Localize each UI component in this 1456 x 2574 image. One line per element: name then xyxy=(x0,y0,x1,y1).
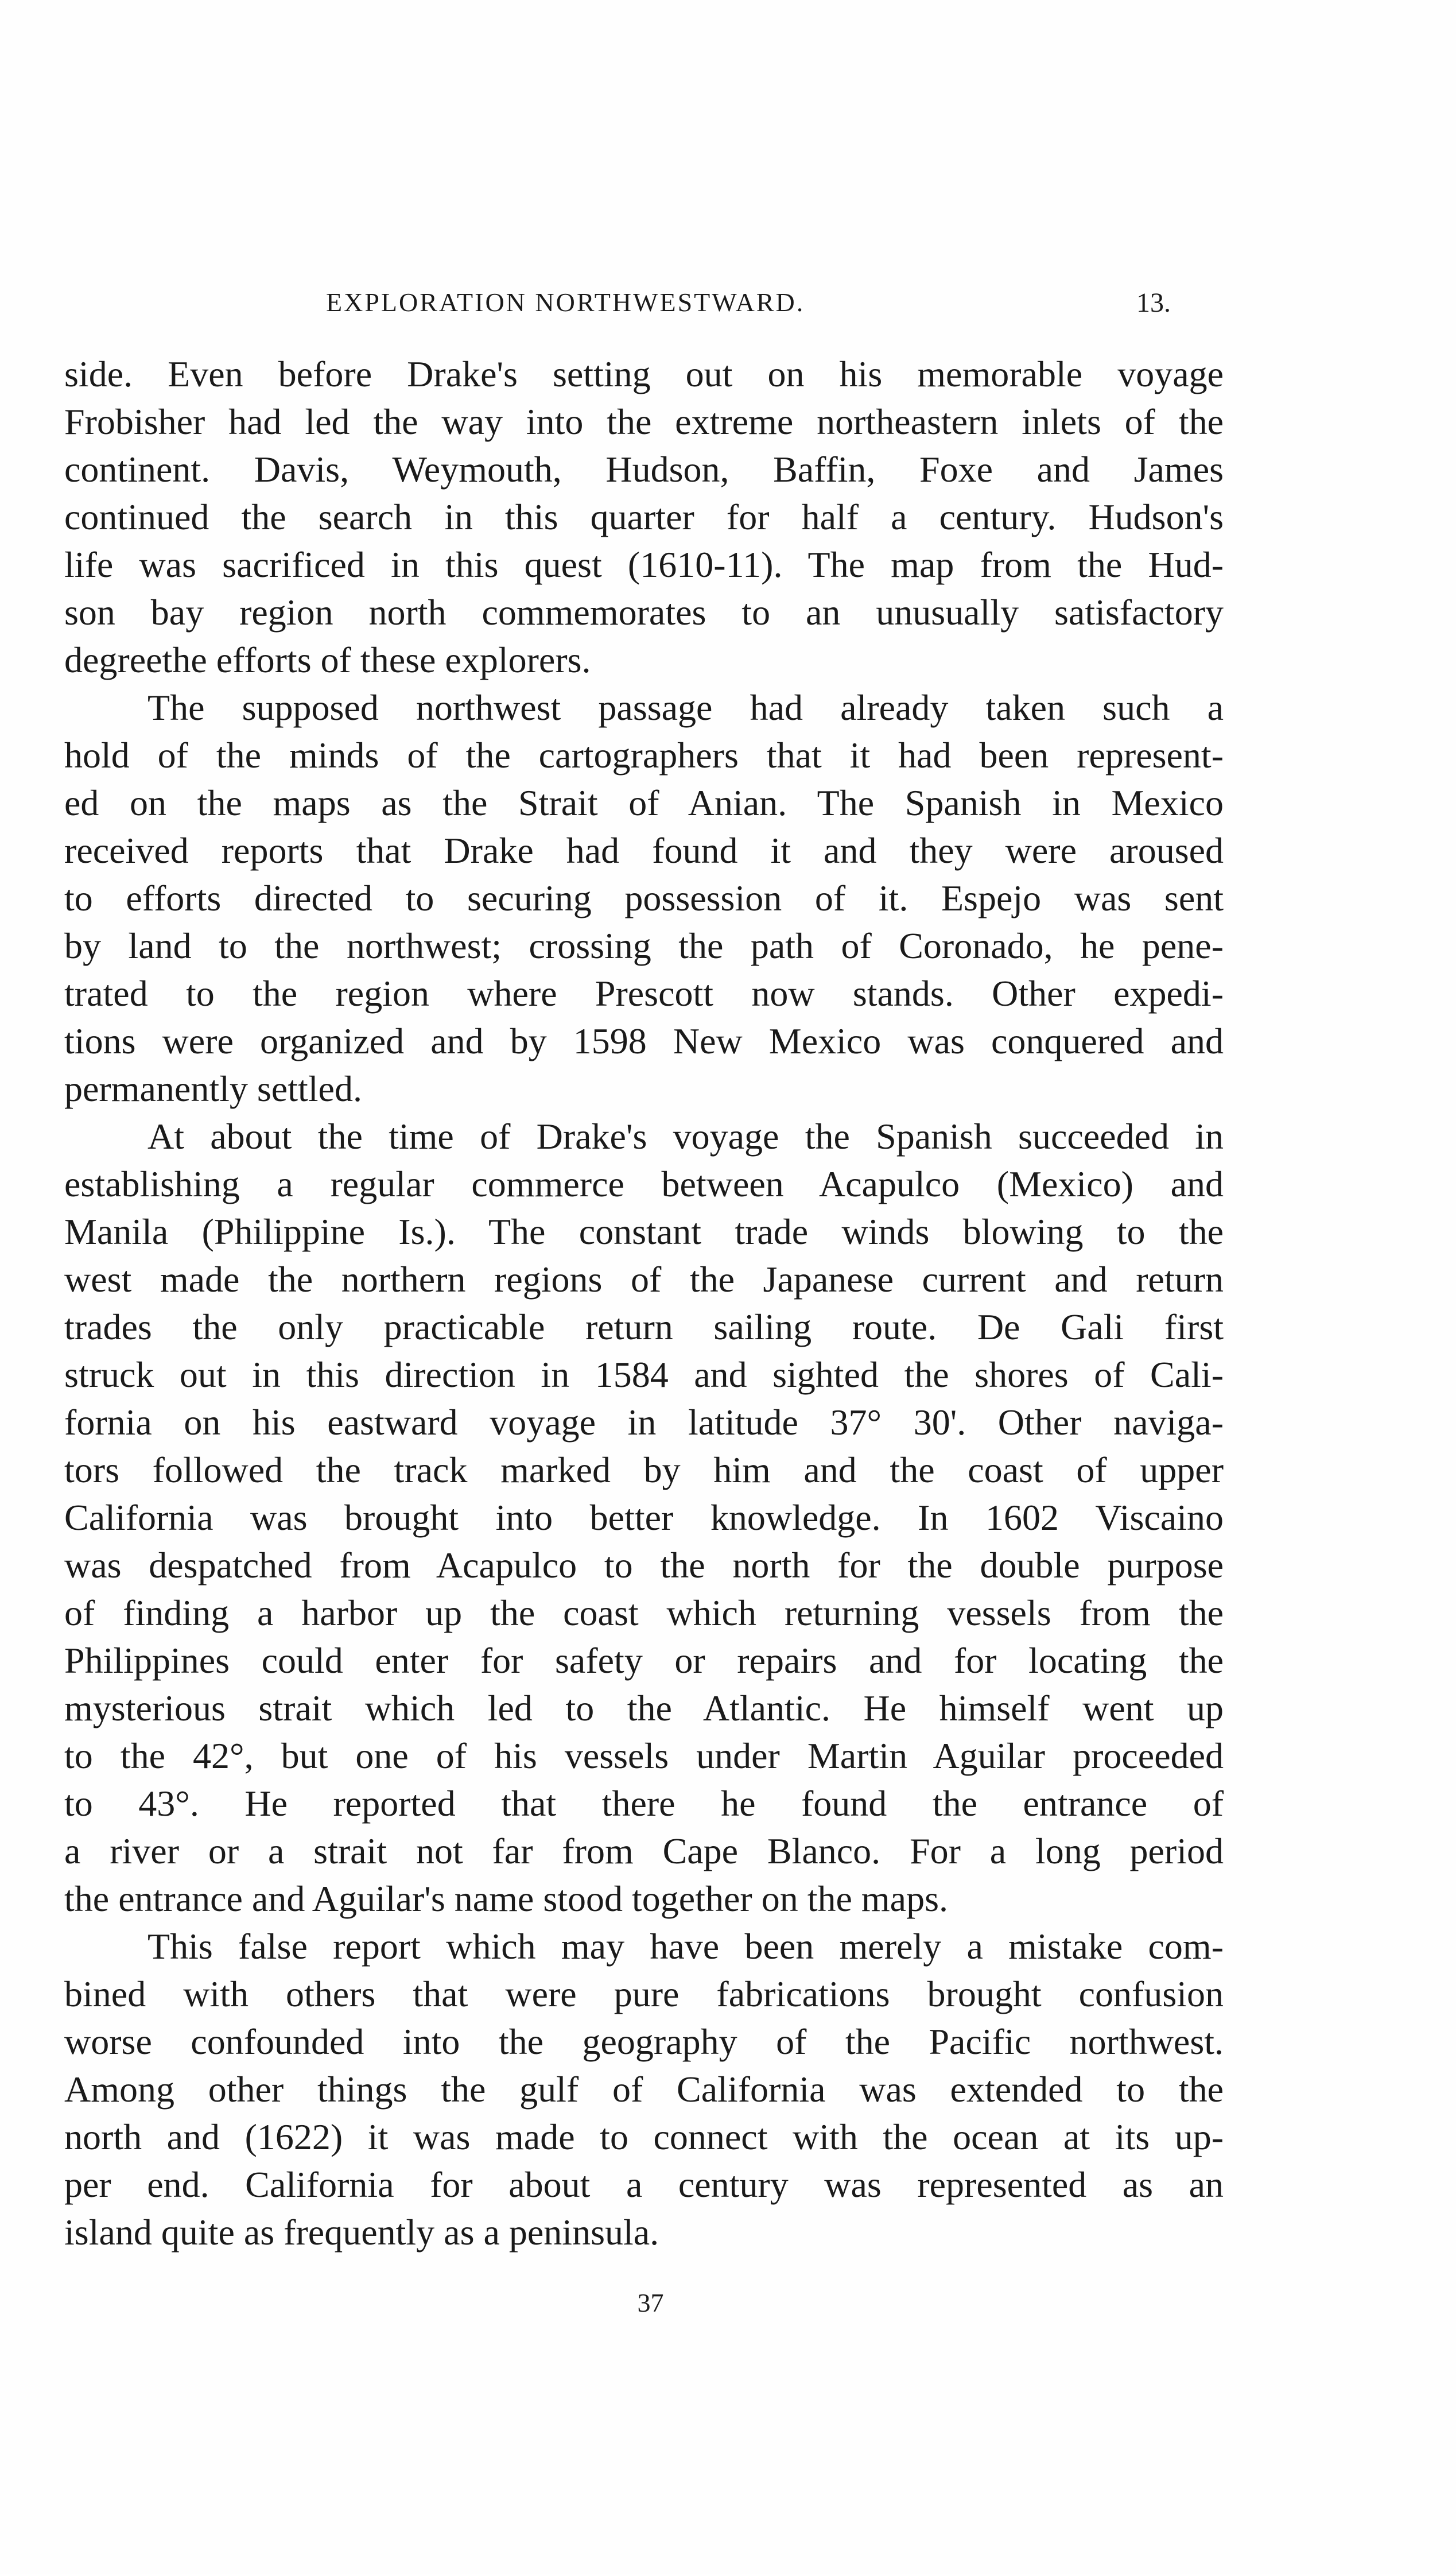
paragraph-first-line: This false report which may have been merely a mistake com- xyxy=(147,1926,1224,1967)
text-line: Frobisher had led the way into the extreme northeastern inlets of the xyxy=(64,401,1224,442)
text-line: hold of the minds of the cartographers that it had been represent- xyxy=(64,735,1224,776)
text-line: per end. California for about a century was represented as an xyxy=(64,2164,1224,2205)
text-line: to efforts directed to securing possession of it. Espejo was sent xyxy=(64,878,1224,918)
folio xyxy=(0,2288,1456,2318)
text-line: trated to the region where Prescott now stands. Other expedi- xyxy=(64,973,1224,1014)
paragraph-first-line: At about the time of Drake's voyage the Spanish succeeded in xyxy=(147,1116,1224,1157)
text-line: fornia on his eastward voyage in latitude 37° 30'. Other naviga- xyxy=(64,1402,1224,1443)
text-line: Philippines could enter for safety or repairs and for locating the xyxy=(64,1640,1224,1681)
text-line: California was brought into better knowledge. In 1602 Viscaino xyxy=(64,1497,1224,1538)
folio-number: 37 xyxy=(637,2288,664,2317)
text-line: to the 42°, but one of his vessels under Martin Aguilar proceeded xyxy=(64,1735,1224,1776)
text-line: trades the only practicable return sailing route. De Gali first xyxy=(64,1307,1224,1347)
text-line: degreethe efforts of these explorers. xyxy=(64,639,591,680)
paragraph-first-line: The supposed northwest passage had already taken such a xyxy=(147,687,1224,728)
text-line: life was sacrificed in this quest (1610-11). The map from the Hud- xyxy=(64,544,1224,585)
text-line: the entrance and Aguilar's name stood together on the maps. xyxy=(64,1878,948,1919)
text-line: a river or a strait not far from Cape Blanco. For a long period xyxy=(64,1831,1224,1871)
text-line: struck out in this direction in 1584 and sighted the shores of Cali- xyxy=(64,1354,1224,1395)
text-line: permanently settled. xyxy=(64,1068,362,1109)
text-line: to 43°. He reported that there he found the entrance of xyxy=(64,1783,1224,1824)
text-line: son bay region north commemorates to an unusually satisfactory xyxy=(64,592,1224,633)
text-line: side. Even before Drake's setting out on his memorable voyage xyxy=(64,354,1224,394)
running-title: EXPLORATION NORTHWESTWARD. xyxy=(326,288,805,317)
text-line: received reports that Drake had found it and they were aroused xyxy=(64,830,1224,871)
text-line: by land to the northwest; crossing the path of Coronado, he pene- xyxy=(64,925,1224,966)
text-line: tors followed the track marked by him and the coast of upper xyxy=(64,1449,1224,1490)
text-line: worse confounded into the geography of the Pacific northwest. xyxy=(64,2021,1224,2062)
body-text xyxy=(64,350,1224,2256)
text-line: west made the northern regions of the Japanese current and return xyxy=(64,1259,1224,1300)
text-line: tions were organized and by 1598 New Mexico was conquered and xyxy=(64,1021,1224,1061)
text-line: bined with others that were pure fabrications brought confusion xyxy=(64,1974,1224,2014)
text-line: continued the search in this quarter for half a century. Hudson's xyxy=(64,497,1224,537)
text-line: Manila (Philippine Is.). The constant trade winds blowing to the xyxy=(64,1211,1224,1252)
text-line: continent. Davis, Weymouth, Hudson, Baffin, Foxe and James xyxy=(64,449,1224,490)
text-line: was despatched from Acapulco to the north for the double purpose xyxy=(64,1545,1224,1586)
running-head xyxy=(0,287,1456,327)
text-line: mysterious strait which led to the Atlantic. He himself went up xyxy=(64,1688,1224,1728)
page-number: 13. xyxy=(1136,288,1171,318)
text-line: Among other things the gulf of California was extended to the xyxy=(64,2069,1224,2110)
text-line: ed on the maps as the Strait of Anian. The Spanish in Mexico xyxy=(64,782,1224,823)
text-line: north and (1622) it was made to connect with the ocean at its up- xyxy=(64,2116,1224,2157)
text-line: establishing a regular commerce between Acapulco (Mexico) and xyxy=(64,1164,1224,1204)
text-line: of finding a harbor up the coast which returning vessels from the xyxy=(64,1592,1224,1633)
text-line: island quite as frequently as a peninsula. xyxy=(64,2212,659,2253)
